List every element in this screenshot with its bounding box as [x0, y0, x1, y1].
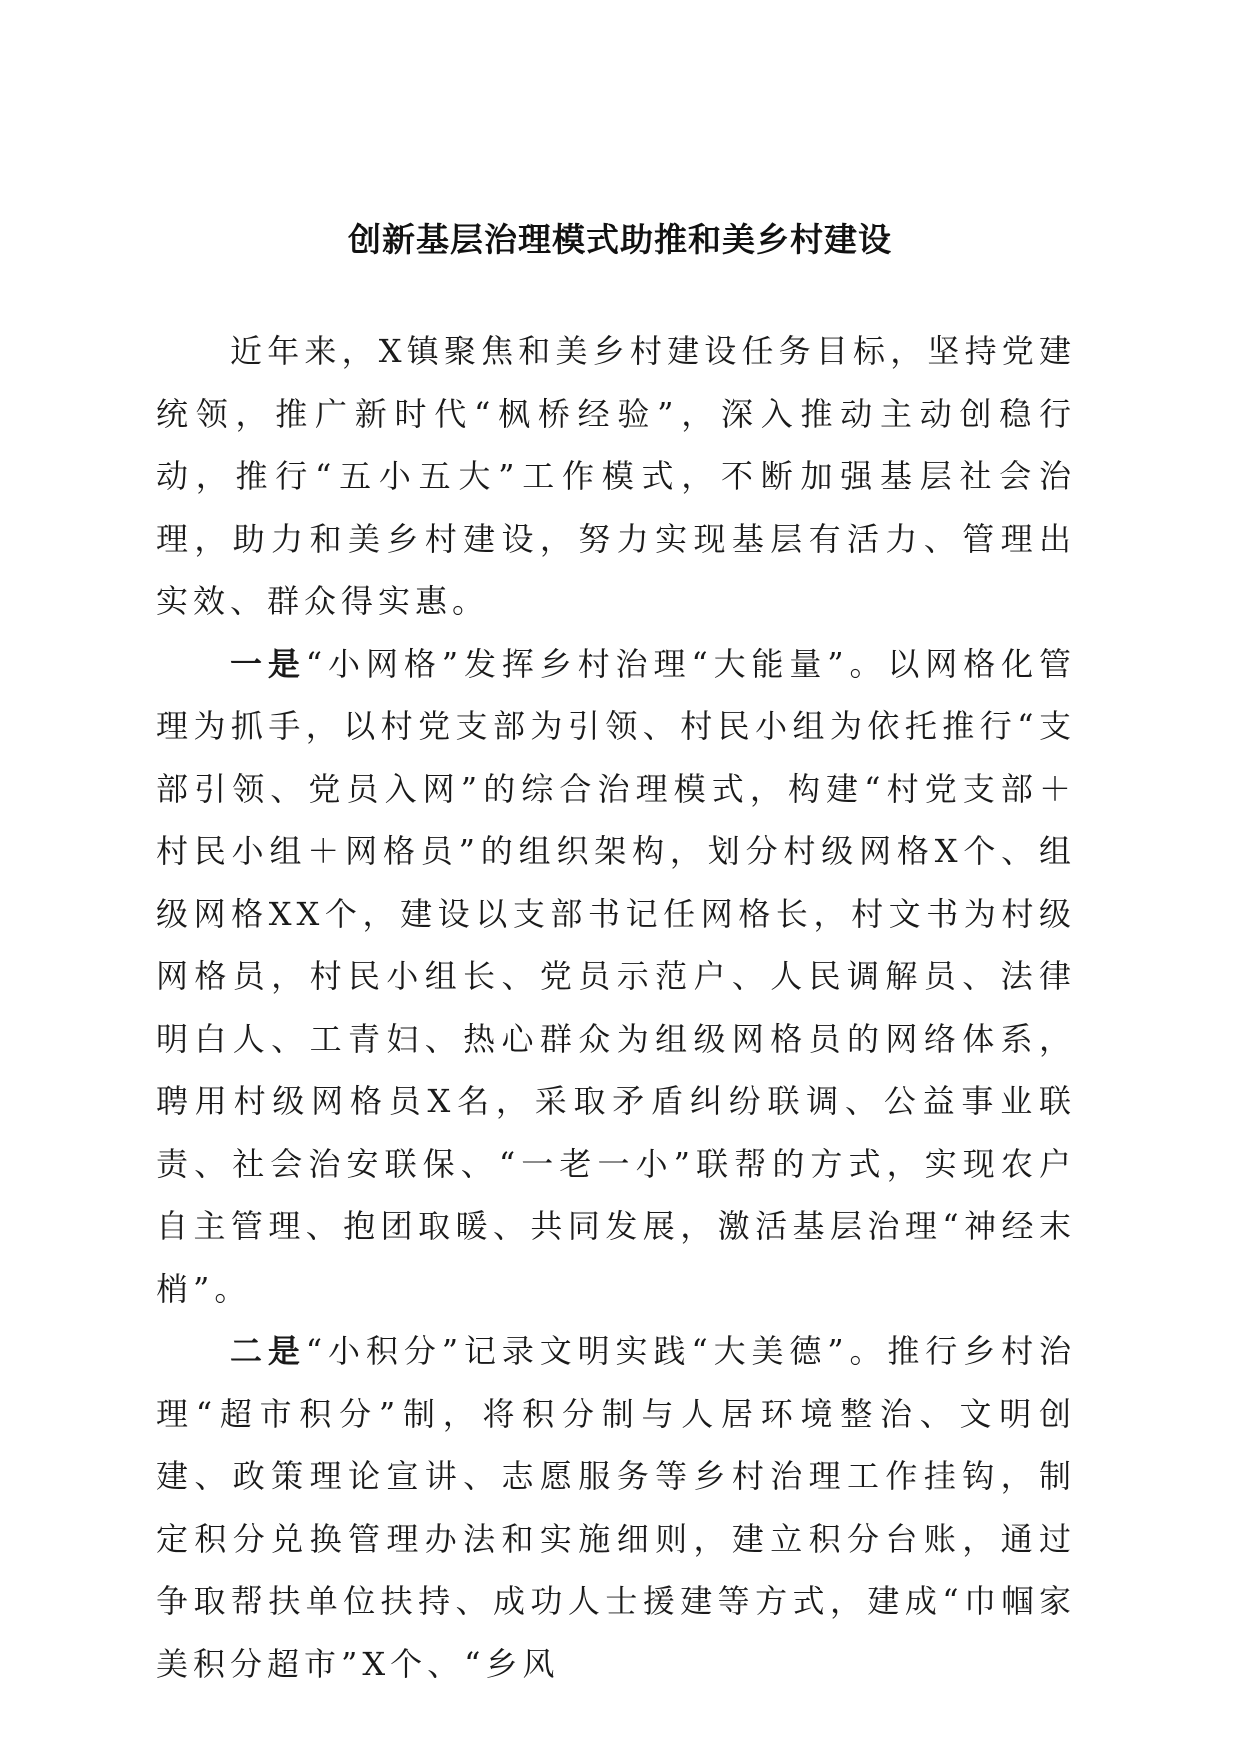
paragraph-lead: 一是 [230, 644, 306, 683]
paragraph-text: “小网格”发挥乡村治理“大能量”。以网格化管理为抓手，以村党支部为引领、村民小组为依托推行“支部引领、党员入网”的综合治理模式，构建“村党支部＋村民小组＋网格员”的组织架构，划分村级网格X个、组级网格XX个，建设以支部书记任网格长，村文书为村级网格员，村民小组长、党员示范户、人民调解员、法律明白人、工青妇、热心群众为组级网格员的网络体系，聘用村级网格员X名，采取矛盾纠纷联调、公益事业联责、社会治安联保、“一老一小”联帮的方式，实现农户自主管理、抱团取暖、共同发展，激活基层治理“神经末梢”。 [156, 644, 1076, 1308]
document-body [156, 320, 1076, 1695]
paragraph-text: 近年来，X镇聚焦和美乡村建设任务目标，坚持党建统领，推广新时代“枫桥经验”，深入推动主动创稳行动，推行“五小五大”工作模式，不断加强基层社会治理，助力和美乡村建设，努力实现基层有活力、管理出实效、群众得实惠。 [156, 332, 1076, 620]
paragraph-text: “小积分”记录文明实践“大美德”。推行乡村治理“超市积分”制，将积分制与人居环境整治、文明创建、政策理论宣讲、志愿服务等乡村治理工作挂钩，制定积分兑换管理办法和实施细则，建立积分台账，通过争取帮扶单位扶持、成功人士援建等方式，建成“巾帼家美积分超市”X个、“乡风 [156, 1332, 1076, 1683]
paragraph-point-two [156, 1320, 1076, 1695]
paragraph-intro [156, 320, 1076, 633]
document-title: 创新基层治理模式助推和美乡村建设 [348, 220, 892, 259]
paragraph-lead: 二是 [230, 1332, 306, 1370]
paragraph-point-one [156, 633, 1076, 1321]
